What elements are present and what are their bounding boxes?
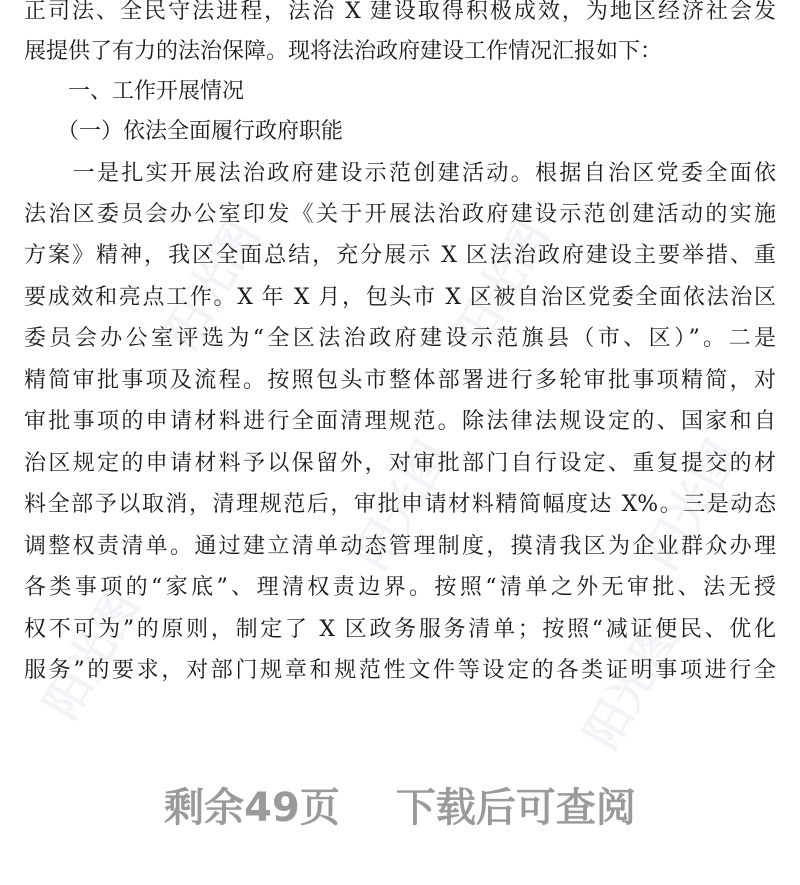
text-line: 法治区委员会办公室印发《关于开展法治政府建设示范创建活动的实施 (24, 202, 776, 227)
text-line: 各类事项的“家底”、理清权责边界。按照“清单之外无审批、法无授 (24, 575, 776, 600)
section-heading: 一、工作开展情况 (24, 79, 245, 104)
watermark: 阳光图 (443, 211, 560, 358)
watermark: 阳光图 (343, 431, 460, 578)
text-line: 服务”的要求，对部门规章和规范性文件等设定的各类证明事项进行全 (24, 658, 776, 683)
text-line: 审批事项的申请材料进行全面清理规范。除法律法规设定的、国家和自 (24, 409, 776, 434)
text-line: 权不可为”的原则，制定了 X 区政务服务清单；按照“减证便民、优化 (24, 617, 776, 642)
subsection-heading: （一）依法全面履行政府职能 (24, 119, 344, 144)
download-prompt-label[interactable]: 下载后可查阅 (395, 785, 636, 831)
remaining-pages-label: 剩余49页 (164, 785, 340, 831)
watermark: 阳光图 (153, 211, 270, 358)
text-line: 精简审批事项及流程。按照包头市整体部署进行多轮审批事项精简，对 (24, 368, 776, 393)
text-line: 料全部予以取消，清理规范后，审批申请材料精简幅度达 X%。三是动态 (24, 492, 776, 517)
watermark: 阳光图 (33, 581, 150, 728)
text-line: 方案》精神，我区全面总结，充分展示 X 区法治政府建设主要举措、重 (24, 243, 776, 268)
text-line: 委员会办公室评选为“全区法治政府建设示范旗县（市、区）”。二是 (24, 326, 776, 351)
text-line: 展提供了有力的法治保障。现将法治政府建设工作情况汇报如下： (24, 39, 663, 64)
download-banner[interactable] (0, 780, 800, 836)
watermark: 阳光图 (633, 431, 750, 578)
text-line: 一是扎实开展法治政府建设示范创建活动。根据自治区党委全面依 (24, 161, 776, 186)
text-line: 调整权责清单。通过建立清单动态管理制度，摸清我区为企业群众办理 (24, 534, 776, 559)
text-line: 治区规定的申请材料予以保留外，对审批部门自行设定、重复提交的材 (24, 451, 776, 476)
text-line: 正司法、全民守法进程，法治 X 建设取得积极成效，为地区经济社会发 (24, 0, 776, 24)
text-line: 要成效和亮点工作。X 年 X 月，包头市 X 区被自治区党委全面依法治区 (24, 285, 776, 310)
watermark: 阳光图 (573, 611, 690, 758)
